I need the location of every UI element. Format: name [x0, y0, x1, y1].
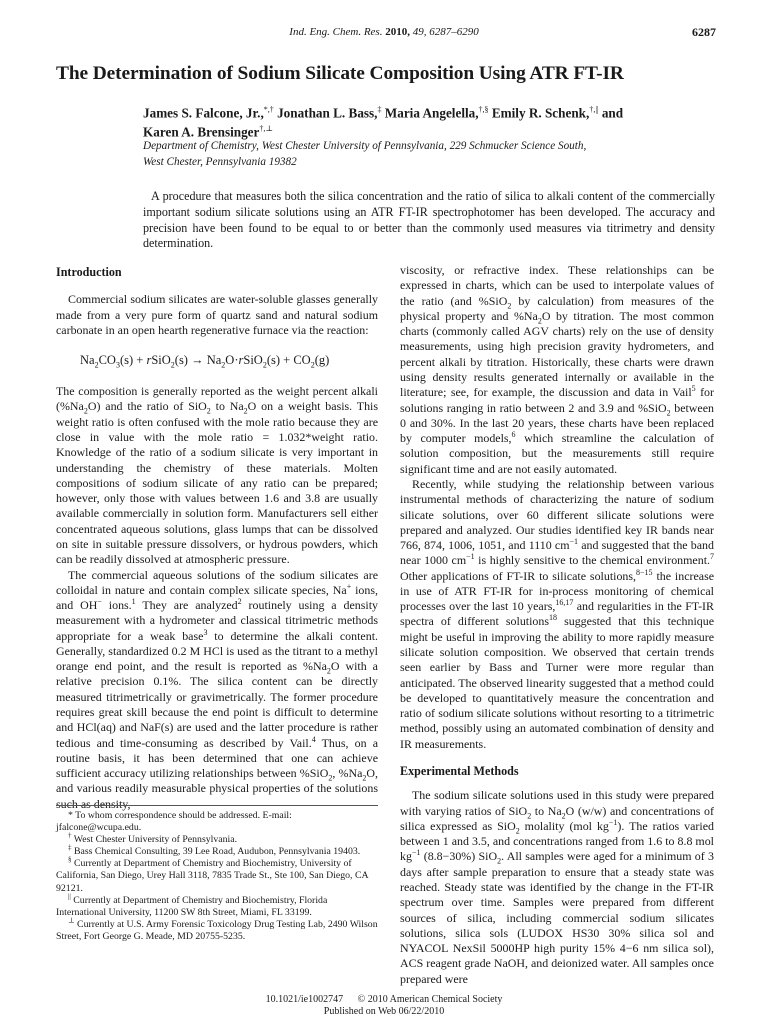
author-name: Emily R. Schenk, — [491, 105, 590, 121]
page-footer — [0, 994, 768, 1018]
author-marks: †,§ — [478, 105, 489, 114]
author-list — [143, 102, 733, 141]
paper-title: The Determination of Sodium Silicate Composition Using ATR FT-IR — [56, 63, 624, 84]
abstract: A procedure that measures both the silica concentration and the ratio of silica to alkali content of the commercially important sodium silicate solutions using an ATR FT-IR spectrophotomer has been developed. The accuracy and precision have been found to be equal to or better than the commonly used measures via titrimetry and density determination. — [143, 189, 715, 251]
right-column — [400, 263, 714, 987]
journal-pages: 6287–6290 — [429, 26, 479, 38]
journal-volume: 49, — [412, 26, 427, 38]
page-number: 6287 — [692, 25, 716, 39]
footnote: † West Chester University of Pennsylvania. — [68, 831, 238, 846]
body-paragraph: The composition is generally reported as the weight percent alkali $(\%Na_2O)$ and the ratio of SiO$_2$ to $Na_2O$ on a weight basis. This weight ratio is often confused with the mole ratio because they are close in value with the mole ratio = 1.032*weight ratio. Knowledge of the ratio of a sodium silicate is very important in understanding the chemistry of these materials. Molten compositions of sodium silicate of any ratio can be prepared; however, only those with values between 1.6 and 3.8 are usually available commercially in solution form. Manufacturers sell either concentrated aqueous solutions, glass lumps that can be dissolved on site in suitable pressure dissolvers, or hydrous powders, which can be readily dissolved at atmospheric pressure. — [56, 384, 378, 567]
journal-year: 2010, — [385, 26, 410, 38]
section-heading-introduction: Introduction — [56, 265, 122, 279]
journal-citation — [0, 26, 768, 38]
author-name: Maria Angelella, — [384, 105, 479, 121]
author-marks: †,|| — [589, 105, 599, 114]
copyright: © 2010 American Chemical Society — [357, 994, 503, 1005]
publication-date: Published on Web 06/22/2010 — [323, 1006, 445, 1017]
body-paragraph: Commercial sodium silicates are water-soluble glasses generally made from a very pure form of quartz sand and natural sodium carbonate in an open hearth regenerative furnace via the reaction: — [56, 292, 378, 337]
footnote: || Currently at Department of Chemistry and Biochemistry, Florida International University, 11200 SW 8th Street, Miami, FL 33199. — [56, 892, 328, 918]
reaction-equation: $Na_2CO_3(s)$ + rSiO$_2$(s) → $Na_2O\cdot rSiO_2(s) + CO_2(g)$ — [80, 353, 330, 370]
author-affiliation — [143, 138, 733, 170]
author-marks: †,⊥ — [259, 124, 273, 134]
affiliation-line: Department of Chemistry, West Chester University of Pennsylvania, 229 Schmucker Science South, — [143, 140, 587, 152]
section-heading-experimental-methods: Experimental Methods — [400, 764, 519, 778]
body-paragraph: viscosity, or refractive index. These relationships can be expressed in charts, which can be used to interpolate values of the ratio (and %SiO$_2$ by calculation) from measures of the physical property and $\%Na_2O$ by titration. The most common charts (commonly called AGV charts) rely on the use of density measurements, using high precision gravity hydrometers, and percent alkali by titration. Historically, these charts were drawn using density results generated internally or available in the literature; see, for example, the discussion and data in Vail$^5$ for solutions ranging in ratio between 2 and 3.9 and %SiO$_2$ between 0 and 30%. In the last 20 years, these charts have been replaced by computer models,$^6$ which streamline the calculation of solution composition, but the measurements still require significant time and are not easily automated. — [400, 263, 714, 476]
author-name: Karen A. Brensinger — [143, 124, 260, 140]
author-marks: *,† — [263, 105, 274, 114]
affiliation-line: West Chester, Pennsylvania 19382 — [143, 156, 297, 168]
footnotes — [56, 810, 378, 943]
footnote: ‡ Bass Chemical Consulting, 39 Lee Road, Audubon, Pennsylvania 19403. — [68, 844, 361, 858]
body-paragraph: The sodium silicate solutions used in this study were prepared with varying ratios of SiO$_2$ to $Na_2O$ (w/w) and concentrations of silica expressed as SiO$_2$ molality (mol $kg^{-1}$). The ratios varied between 1 and 3.5, and concentrations ranged from 1.6 to 8.8 mol $kg^{-1}$ (8.8−30%) SiO$_2$. All samples were aged for a minimum of 3 days after sample preparation to ensure that a steady state was reached. Steady state was identified by the change in the FT-IR spectrum over time. Samples were prepared from different sources of silica, including commercial sodium silicates solutions, silica sols (LUDOX HS30 30% silica sol and NYACOL NexSil 5000HP high purity 15% 4−6 nm silica sol), ACS reagent grade NaOH, and deionized water. All samples once prepared were — [400, 788, 714, 986]
author-conjunction: and — [601, 105, 624, 121]
footnote: * To whom correspondence should be addressed. E-mail: jfalcone@wcupa.edu. — [56, 810, 292, 834]
author-marks: ‡ — [377, 105, 382, 114]
footnote: § Currently at Department of Chemistry and Biochemistry, University of California, San Diego, Urey Hall 3118, 7835 Trade St., Ste 100, San Diego, CA 92121. — [56, 856, 369, 894]
left-column — [56, 263, 378, 812]
author-name: James S. Falcone, Jr., — [143, 105, 264, 121]
author-name: Jonathan L. Bass, — [277, 105, 378, 121]
footnote: ⊥ Currently at U.S. Army Forensic Toxicology Drug Testing Lab, 2490 Wilson Street, Fort George G. Meade, MD 20755-5235. — [56, 916, 378, 942]
doi: 10.1021/ie1002747 — [265, 994, 344, 1005]
journal-name: Ind. Eng. Chem. Res. — [289, 26, 383, 38]
footnote-divider — [56, 805, 378, 806]
body-paragraph: The commercial aqueous solutions of the sodium silicates are colloidal in nature and contain complex silicate species, Na+ ions, and OH− ions.$^1$ They are analyzed$^2$ routinely using a density measurement with a hydrometer and classical titrimetric methods appropriate for a weak base$^3$ to determine the alkali content. Generally, standardized 0.2 M HCl is used as the titrant to a methyl orange end point, and the result is reported as $\%Na_2O$ with a relative precision 0.1%. The silica content can be directly measured titrimetrically or gravimetrically. The former procedure requires great skill because the end point is difficult to determine and HCl(aq) and NaF(s) are used and the latter procedure is rather tedious and time-consuming as described by Vail.$^4$ Thus, on a routine basis, it has been determined that one can achieve sufficient accuracy utilizing relationships between %SiO$_2$, $\%Na_2O$, and various readily measurable physical properties of the solutions such as density, — [56, 567, 378, 811]
body-paragraph: Recently, while studying the relationship between various instrumental methods of characterizing the nature of sodium silicate solutions, over 60 different silicate solutions were prepared and analyzed. Our studies identified key IR bands near 766, 874, 1006, 1051, and 1110 $cm^{-1}$ and suggested that the band near 1000 $cm^{-1}$ is highly sensitive to the chemical environment.$^7$ Other applications of FT-IR to silicate solutions,$^{8-15}$ the increase in use of ATR FT-IR for in-process monitoring of chemical processes over the last 10 years,$^{16,17}$ and regularities in the FT-IR spectra of different solutions$^{18}$ suggested that this technique might be useful in improving the ability to more rapidly measure silicate solution composition. We observed that certain trends seen earlier by Bass and Turner were more regular than anticipated. The observed linearity suggested that a method could be developed to quantitatively measure the concentration and ratio of sodium silicate solutions without resorting to a titrimetric method, possibly using an automated combination of density and IR measurements. — [400, 476, 715, 751]
